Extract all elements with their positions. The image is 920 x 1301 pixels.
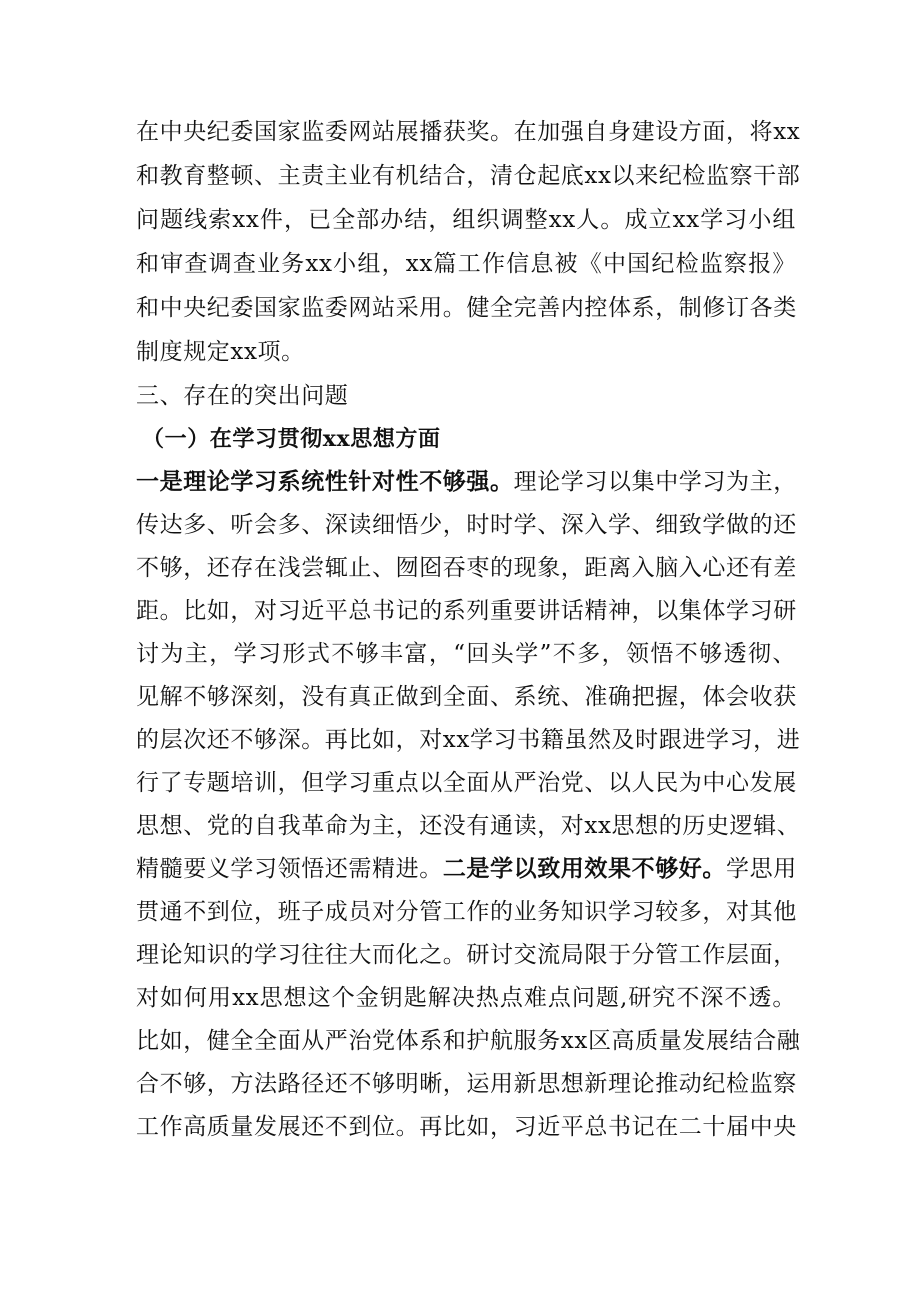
paragraph-1-line-6: 制度规定xx项。 [136, 339, 305, 365]
paragraph-1-line-2: 和教育整顿、主责主业有机结合，清仓起底xx以来纪检监察干部 [136, 163, 801, 189]
point-one-text: 理论学习以集中学习为主， [513, 469, 797, 495]
paragraph-1-line-5: 和中央纪委国家监委网站采用。健全完善内控体系，制修订各类 [136, 295, 797, 321]
point-one-ending-text: 精髓要义学习领悟还需精进。 [136, 856, 443, 882]
paragraph-1-line-3: 问题线索xx件，已全部办结，组织调整xx人。成立xx学习小组 [136, 207, 796, 233]
paragraph-2-line-2: 传达多、听会多、深读细悟少，时时学、深入学、细致学做的还 [136, 512, 797, 538]
section-heading: 三、存在的突出问题 [136, 383, 349, 409]
paragraph-2-line-4: 距。比如，对习近平总书记的系列重要讲话精神，以集体学习研 [136, 598, 797, 624]
paragraph-2-line-1 [136, 462, 796, 502]
paragraph-2-line-11: 贯通不到位，班子成员对分管工作的业务知识学习较多，对其他 [136, 899, 797, 925]
paragraph-2-line-10 [136, 849, 796, 889]
paragraph-2-line-3: 不够，还存在浅尝辄止、囫囵吞枣的现象，距离入脑入心还有差 [136, 555, 797, 581]
paragraph-1-line-4: 和审查调查业务xx小组，xx篇工作信息被《中国纪检监察报》 [136, 251, 796, 277]
paragraph-2-line-16: 工作高质量发展还不到位。再比如，习近平总书记在二十届中央 [136, 1114, 797, 1140]
subsection-heading: （一）在学习贯彻xx思想方面 [142, 426, 441, 452]
paragraph-2-line-5: 讨为主，学习形式不够丰富，“回头学”不多，领悟不够透彻、 [136, 641, 796, 667]
point-two-title: 二是学以致用效果不够好。 [442, 855, 727, 882]
paragraph-2-line-8: 行了专题培训，但学习重点以全面从严治党、以人民为中心发展 [136, 770, 797, 796]
paragraph-2-line-12: 理论知识的学习往往大而化之。研讨交流局限于分管工作层面， [136, 942, 797, 968]
paragraph-2-line-9: 思想、党的自我革命为主，还没有通读，对xx思想的历史逻辑、 [136, 813, 801, 839]
paragraph-1-line-1: 在中央纪委国家监委网站展播获奖。在加强自身建设方面，将xx [136, 119, 801, 145]
point-one-title: 一是理论学习系统性针对性不够强。 [136, 468, 514, 495]
paragraph-2-line-7: 的层次还不够深。再比如，对xx学习书籍虽然及时跟进学习，进 [136, 727, 801, 753]
paragraph-2-line-15: 合不够，方法路径还不够明晰，运用新思想新理论推动纪检监察 [136, 1071, 797, 1097]
paragraph-2-line-13: 对如何用xx思想这个金钥匙解决热点难点问题,研究不深不透。 [136, 985, 796, 1011]
paragraph-2-line-6: 见解不够深刻，没有真正做到全面、系统、准确把握，体会收获 [136, 684, 797, 710]
paragraph-2-line-14: 比如，健全全面从严治党体系和护航服务xx区高质量发展结合融 [136, 1028, 801, 1054]
point-two-text-start: 学思用 [726, 856, 797, 882]
